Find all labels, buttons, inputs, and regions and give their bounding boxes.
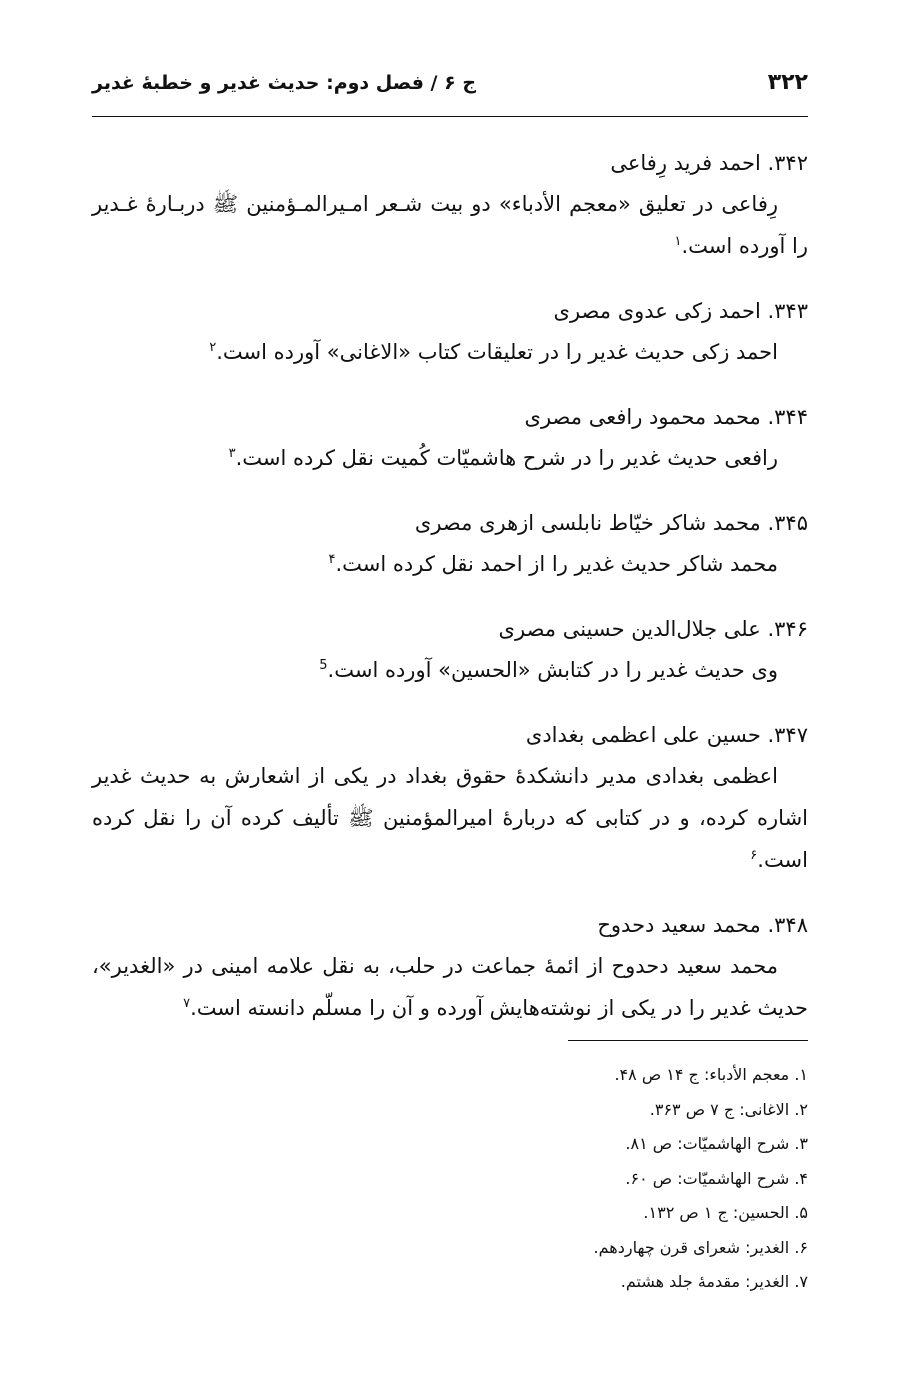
entry-body <box>92 183 808 267</box>
footnote-marker[interactable]: ۱ <box>674 234 682 249</box>
header-rule <box>92 116 808 117</box>
footnote-marker[interactable]: ۴ <box>328 552 336 567</box>
entry-title: ۳۴۴. محمد محمود رافعی مصری <box>524 405 808 429</box>
entry-body <box>92 437 808 479</box>
entry-348 <box>92 905 808 1029</box>
entry-343 <box>92 291 808 373</box>
entry-body <box>92 755 808 881</box>
entry-345 <box>92 503 808 585</box>
entry-text: رافعی حدیث غدیر را در شرح هاشمیّات کُمیت نقل کرده است. <box>235 446 778 470</box>
entry-title: ۳۴۳. احمد زکی عدوی مصری <box>553 299 808 323</box>
footnote-marker[interactable]: 5 <box>319 658 328 673</box>
entry-347 <box>92 715 808 881</box>
running-title: ج ۶ / فصل دوم: حدیث غدیر و خطبهٔ غدیر <box>92 72 477 94</box>
entry-text: محمد سعید دحدوح از ائمهٔ جماعت در حلب، به نقل علامه امینی در «الغدیر»، حدیث غدیر را در یکی از نوشته‌هایش آورده و آن را مسلّم دانسته است. <box>92 954 808 1020</box>
footnote-marker[interactable]: ۶ <box>750 848 758 863</box>
entry-title: ۳۴۲. احمد فرید رِفاعی <box>610 151 808 175</box>
footnote-item: ۵. الحسین: ج ۱ ص ۱۳۲. <box>643 1203 808 1222</box>
footnote-marker[interactable]: ۳ <box>228 446 236 461</box>
entry-text: محمد شاکر حدیث غدیر را از احمد نقل کرده است. <box>335 552 778 576</box>
entry-title: ۳۴۵. محمد شاکر خیّاط نابلسی ازهری مصری <box>414 511 808 535</box>
footnote-list <box>92 1058 808 1300</box>
entry-title: ۳۴۸. محمد سعید دحدوح <box>597 913 808 937</box>
entry-342 <box>92 143 808 267</box>
entry-346 <box>92 609 808 691</box>
entry-text: رِفاعی در تعلیق «معجم الأدباء» دو بیت شـعر امـیرالمـؤمنین ﷺ دربـارهٔ غـدیر را آورده است. <box>92 192 808 258</box>
page-number: ۳۲۲ <box>767 70 808 95</box>
entry-body <box>92 945 808 1029</box>
footnote-rule <box>568 1040 808 1041</box>
footnote-item: ۶. الغدیر: شعرای قرن چهاردهم. <box>593 1237 808 1257</box>
footnote-marker[interactable]: ۷ <box>183 996 191 1011</box>
entry-body <box>92 543 808 585</box>
entry-list <box>92 143 808 1053</box>
footnote-item: ۲. الاغانی: ج ۷ ص ۳۶۳. <box>649 1099 808 1119</box>
entry-text: اعظمی بغدادی مدیر دانشکدهٔ حقوق بغداد در یکی از اشعارش به حدیث غدیر اشاره کرده، و در کتابی که دربارهٔ امیرالمؤمنین ﷺ تألیف کرده آن را نقل کرده است. <box>92 764 808 872</box>
entry-body <box>92 649 808 691</box>
entry-body <box>92 331 808 373</box>
entry-344 <box>92 397 808 479</box>
entry-text: احمد زکی حدیث غدیر را در تعلیقات کتاب «الاغانی» آورده است. <box>216 340 778 364</box>
entry-title: ۳۴۷. حسین علی اعظمی بغدادی <box>525 723 808 747</box>
footnote-marker[interactable]: ۲ <box>209 340 217 355</box>
book-page <box>92 0 808 1390</box>
footnote-item: ۳. شرح الهاشمیّات: ص ۸۱. <box>625 1134 808 1153</box>
entry-text: وی حدیث غدیر را در کتابش «الحسین» آورده است. <box>327 658 778 682</box>
footnote-item: ۱. معجم الأدباء: ج ۱۴ ص ۴۸. <box>614 1065 808 1084</box>
footnote-item: ۴. شرح الهاشمیّات: ص ۶۰. <box>625 1168 808 1188</box>
entry-title: ۳۴۶. علی جلال‌الدین حسینی مصری <box>498 617 808 641</box>
running-header <box>92 70 808 110</box>
footnote-item: ۷. الغدیر: مقدمهٔ جلد هشتم. <box>620 1272 808 1291</box>
